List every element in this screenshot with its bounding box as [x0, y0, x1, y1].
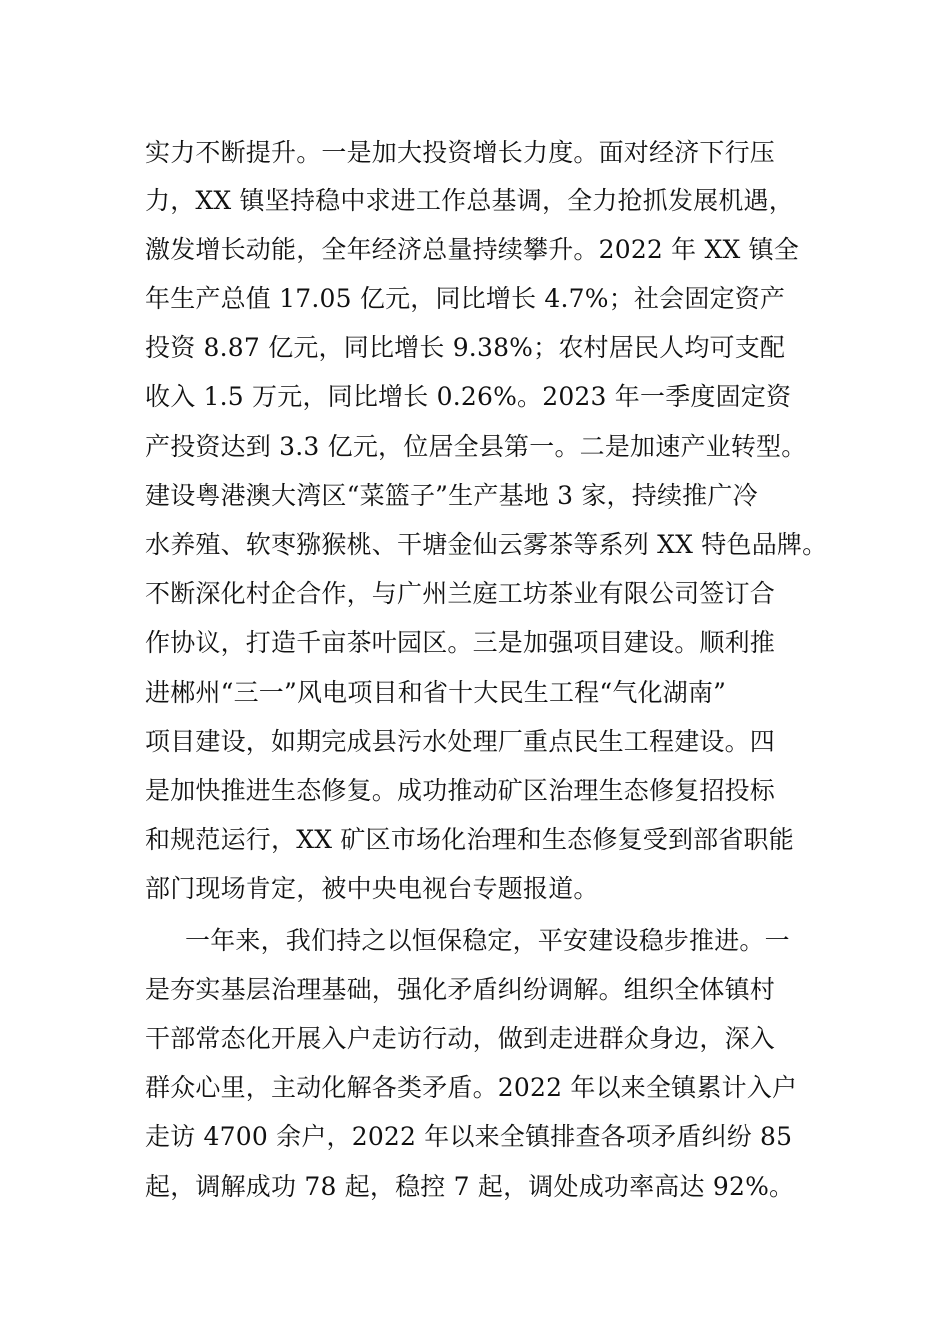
text-line: 起，调解成功 78 起，稳控 7 起，调处成功率高达 92%。 [145, 1172, 795, 1201]
text-line: 实力不断提升。一是加大投资增长力度。面对经济下行压 [145, 138, 776, 167]
text-line: 一年来，我们持之以恒保稳定，平安建设稳步推进。一 [185, 926, 790, 955]
text-line: 和规范运行，XX 矿区市场化治理和生态修复受到部省职能 [145, 825, 794, 854]
text-line: 作协议，打造千亩茶叶园区。三是加强项目建设。顺利推 [145, 628, 776, 657]
text-line: 建设粤港澳大湾区“菜篮子”生产基地 3 家，持续推广冷 [145, 481, 758, 510]
text-line: 水养殖、软枣猕猴桃、干塘金仙云雾茶等系列 XX 特色品牌。 [145, 530, 828, 559]
text-line: 投资 8.87 亿元，同比增长 9.38%；农村居民人均可支配 [145, 333, 786, 362]
text-line: 干部常态化开展入户走访行动，做到走进群众身边，深入 [145, 1024, 776, 1053]
text-line: 项目建设，如期完成县污水处理厂重点民生工程建设。四 [145, 727, 776, 756]
text-line: 力，XX 镇坚持稳中求进工作总基调，全力抢抓发展机遇， [145, 186, 794, 215]
text-line: 产投资达到 3.3 亿元，位居全县第一。二是加速产业转型。 [145, 432, 807, 461]
text-line: 收入 1.5 万元，同比增长 0.26%。2023 年一季度固定资 [145, 382, 792, 411]
text-line: 年生产总值 17.05 亿元，同比增长 4.7%；社会固定资产 [145, 284, 786, 313]
text-line: 进郴州“三一”风电项目和省十大民生工程“气化湖南” [145, 678, 727, 707]
text-line: 群众心里，主动化解各类矛盾。2022 年以来全镇累计入户 [145, 1073, 798, 1102]
text-line: 是夯实基层治理基础，强化矛盾纠纷调解。组织全体镇村 [145, 975, 776, 1004]
text-line: 是加快推进生态修复。成功推动矿区治理生态修复招投标 [145, 776, 776, 805]
text-line: 部门现场肯定，被中央电视台专题报道。 [145, 874, 599, 903]
text-line: 激发增长动能，全年经济总量持续攀升。2022 年 XX 镇全 [145, 235, 800, 264]
text-line: 走访 4700 余户，2022 年以来全镇排查各项矛盾纠纷 85 [145, 1122, 793, 1151]
text-line: 不断深化村企合作，与广州兰庭工坊茶业有限公司签订合 [145, 579, 776, 608]
